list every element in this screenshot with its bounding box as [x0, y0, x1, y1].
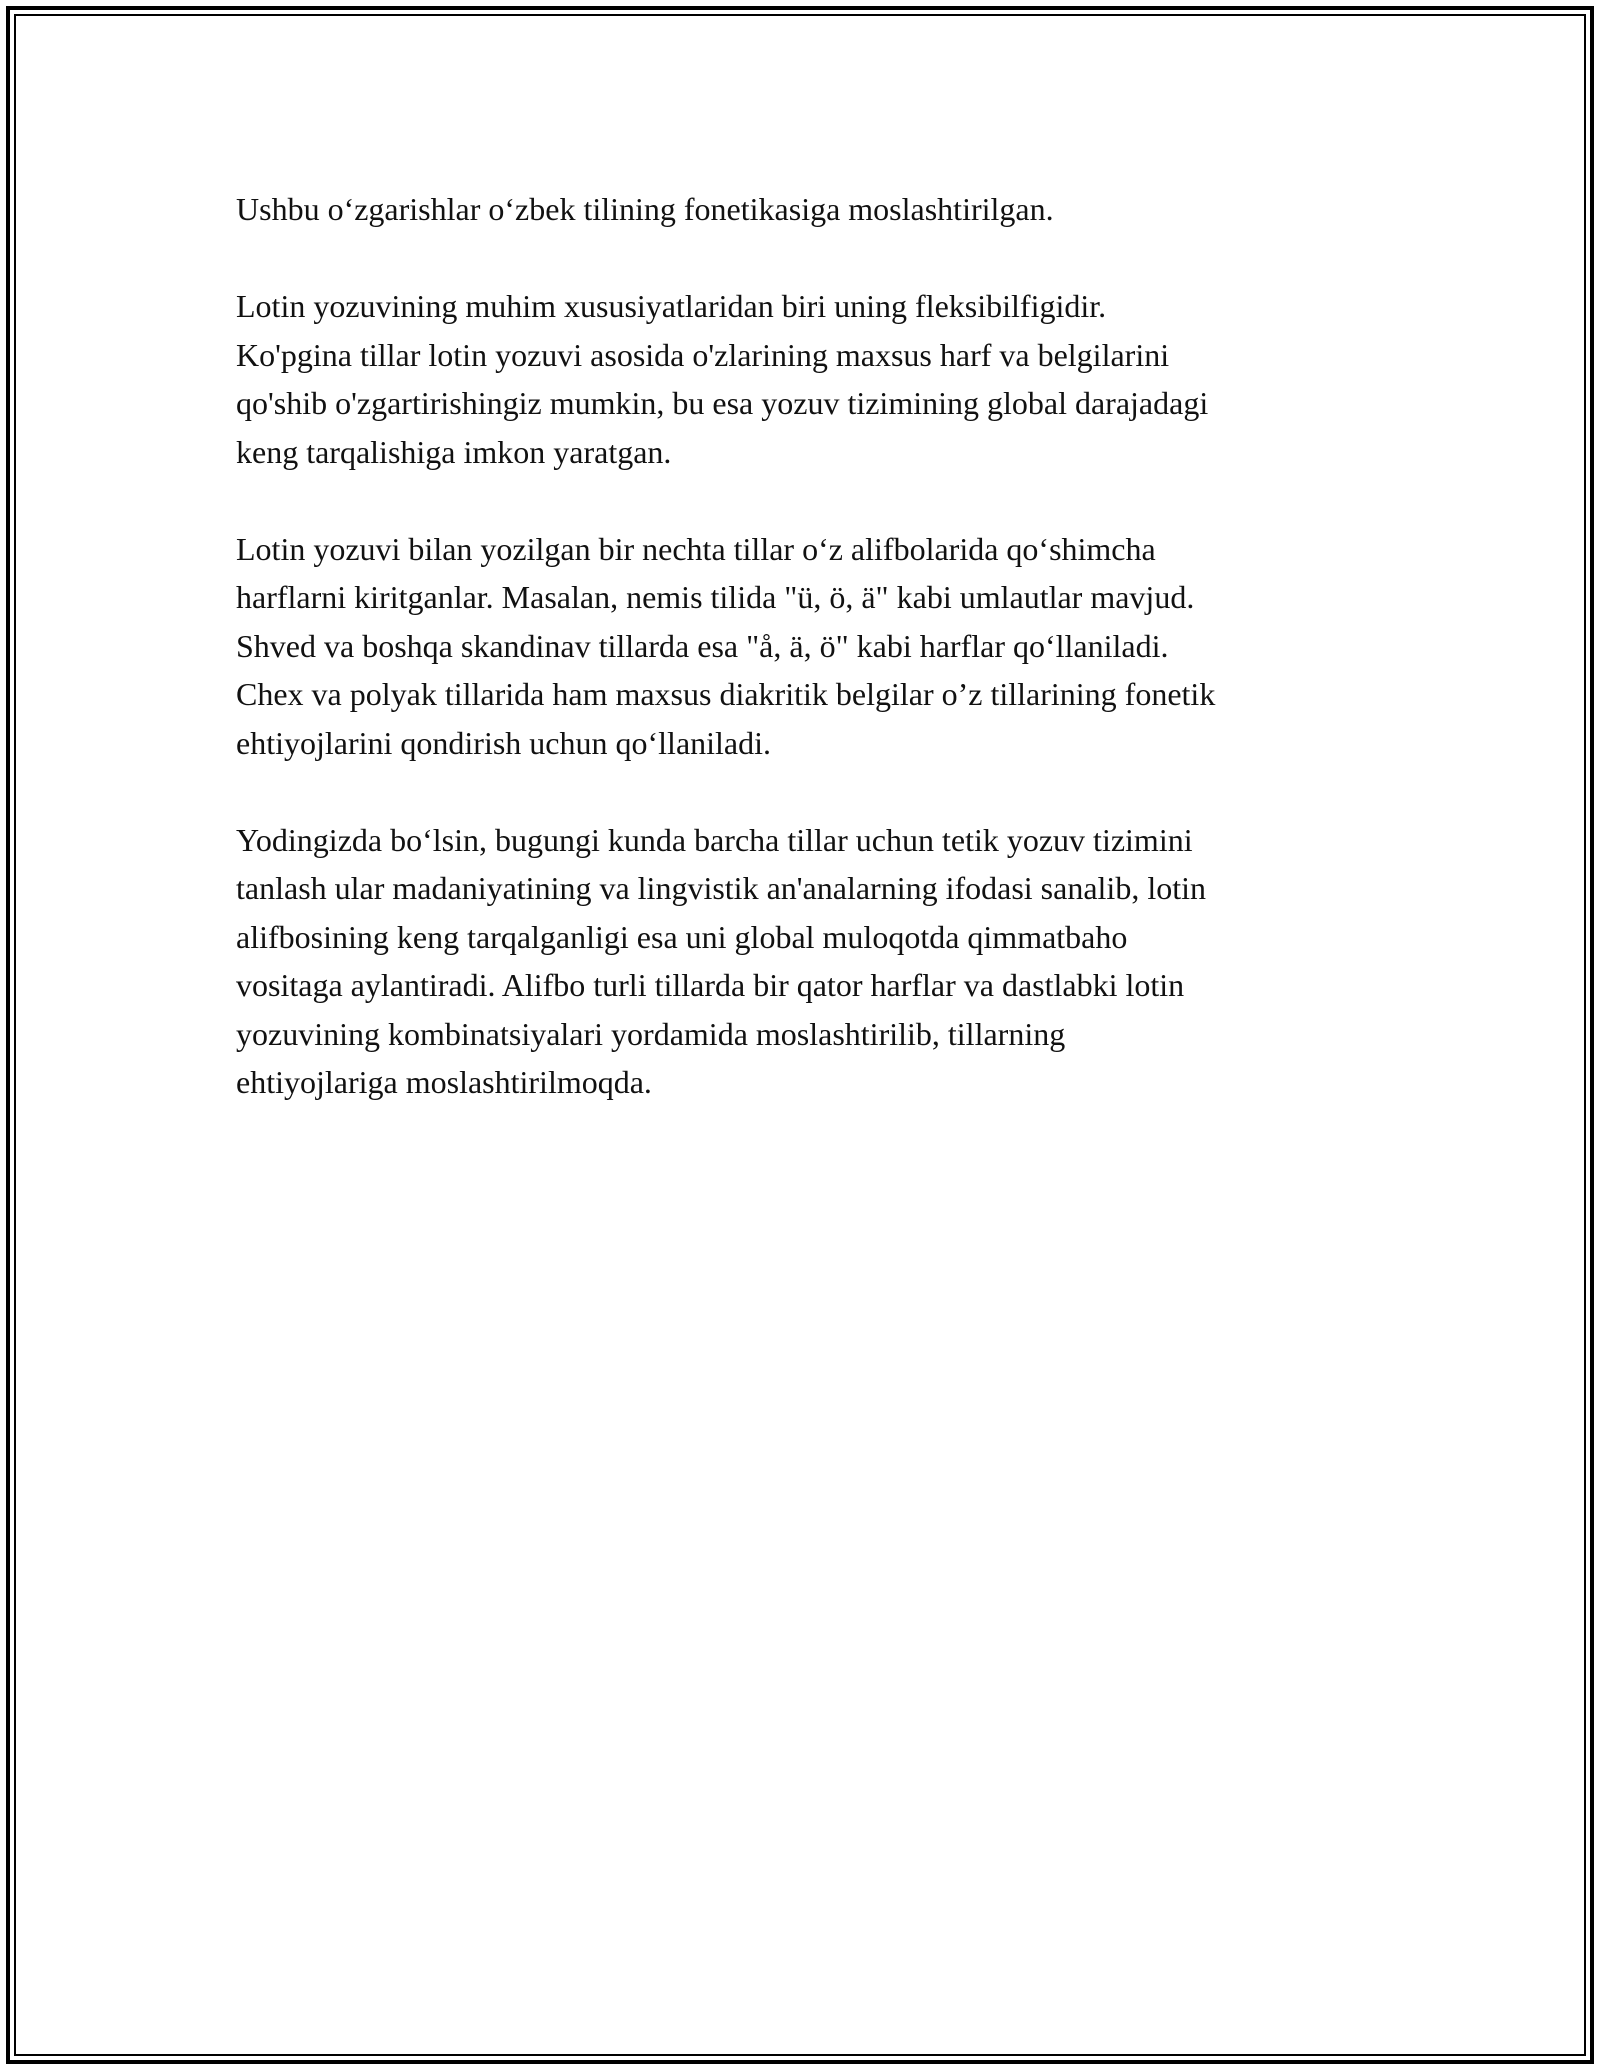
paragraph-line: Chex va polyak tillarida ham maxsus diakritik belgilar o’z tillarining fonetik	[236, 676, 1216, 712]
paragraph-line: Ushbu o‘zgarishlar o‘zbek tilining fonetikasiga moslashtirilgan.	[236, 191, 1054, 227]
paragraph-line: qo'shib o'zgartirishingiz mumkin, bu esa yozuv tizimining global darajadagi	[236, 385, 1209, 421]
paragraph-2	[236, 282, 1386, 476]
paragraph-line: keng tarqalishiga imkon yaratgan.	[236, 433, 672, 470]
paragraph-line: Shved va boshqa skandinav tillarda esa "å, ä, ö" kabi harflar qo‘llaniladi.	[236, 627, 1169, 664]
paragraph-line: alifbosining keng tarqalganligi esa uni global muloqotda qimmatbaho	[236, 918, 1128, 955]
paragraph-1	[236, 185, 1386, 234]
paragraph-4	[236, 816, 1386, 1107]
paragraph-line: yozuvining kombinatsiyalari yordamida moslashtirilib, tillarning	[236, 1015, 1066, 1052]
paragraph-line: Lotin yozuvi bilan yozilgan bir nechta tillar o‘z alifbolarida qo‘shimcha	[236, 530, 1156, 567]
paragraph-line: ehtiyojlariga moslashtirilmoqda.	[236, 1064, 652, 1100]
paragraph-line: Yodingizda bo‘lsin, bugungi kunda barcha tillar uchun tetik yozuv tizimini	[236, 821, 1193, 858]
paragraph-line: vositaga aylantiradi. Alifbo turli tillarda bir qator harflar va dastlabki lotin	[236, 967, 1185, 1003]
paragraph-line: harflarni kiritganlar. Masalan, nemis tilida "ü, ö, ä" kabi umlautlar mavjud.	[236, 579, 1195, 615]
document-body	[236, 185, 1386, 1155]
paragraph-line: Ko'pgina tillar lotin yozuvi asosida o'zlarining maxsus harf va belgilarini	[236, 336, 1170, 373]
paragraph-line: Lotin yozuvining muhim xususiyatlaridan biri uning fleksibilfigidir.	[236, 288, 1107, 324]
paragraph-line: ehtiyojlarini qondirish uchun qo‘llaniladi.	[236, 724, 772, 761]
paragraph-line: tanlash ular madaniyatining va lingvistik an'analarning ifodasi sanalib, lotin	[236, 870, 1206, 906]
paragraph-3	[236, 525, 1386, 768]
